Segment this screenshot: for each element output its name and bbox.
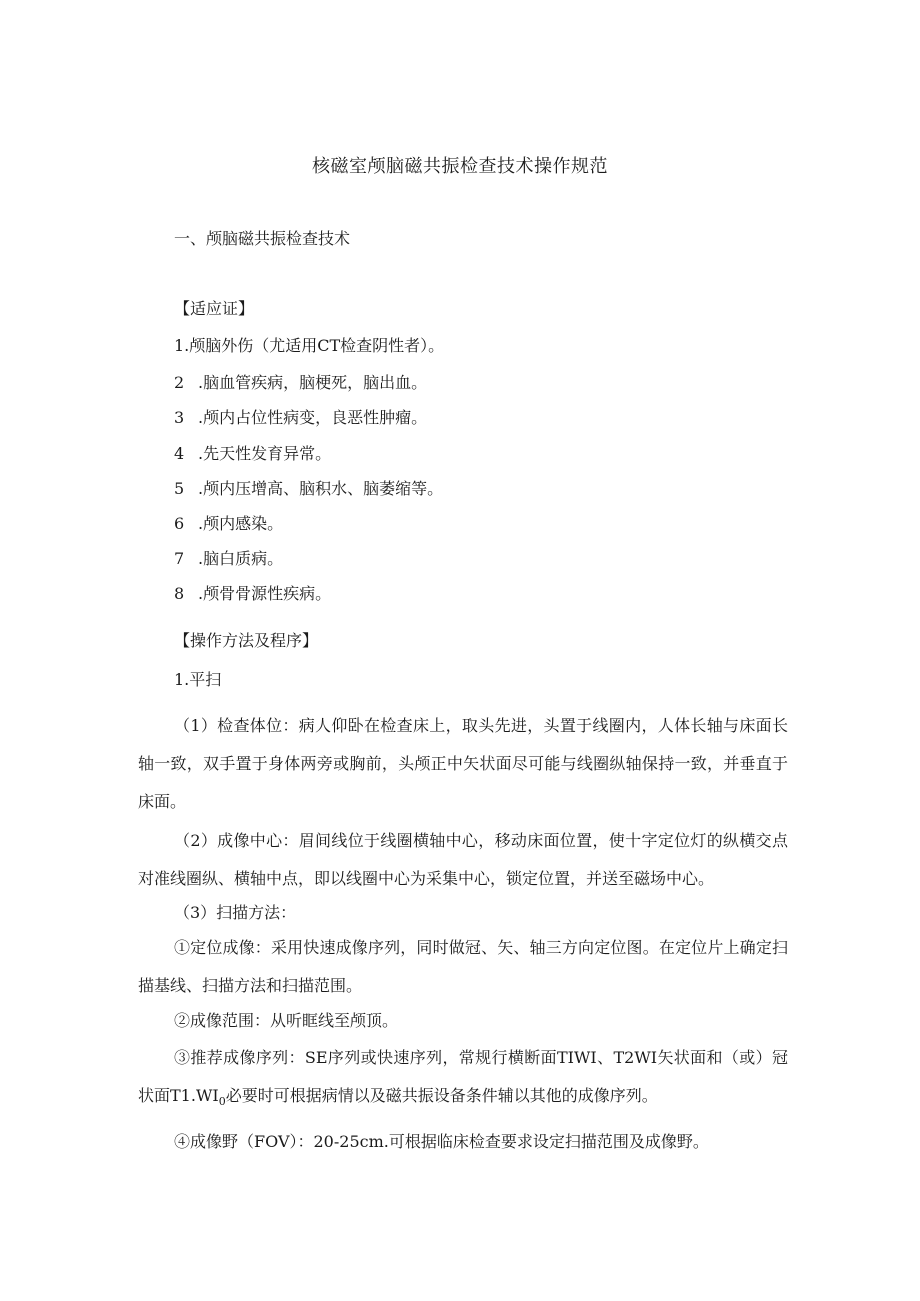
sequences-text-b: 必要时可根据病情以及磁共振设备条件辅以其他的成像序列。 xyxy=(225,1086,658,1105)
indication-item-number: 5 xyxy=(174,479,185,498)
paragraph-scan-method: （3）扫描方法： xyxy=(174,903,297,922)
paragraph-imaging-center: （2）成像中心：眉间线位于线圈横轴中心，移动床面位置，使十字定位灯的纵横交点对准线圈纵、横轴中点，即以线圈中心为采集中心，锁定位置，并送至磁场中心。 xyxy=(138,831,788,888)
indication-item-text: .颅内占位性病变，良恶性肿瘤。 xyxy=(198,408,428,427)
section-heading: 一、颅脑磁共振检查技术 xyxy=(174,229,351,248)
indication-item-text: .颅内压增高、脑积水、脑萎缩等。 xyxy=(198,479,444,498)
indication-item-number: 6 xyxy=(174,514,185,533)
paragraph-fov: ④成像野（FOV）：20-25cm.可根据临床检查要求设定扫描范围及成像野。 xyxy=(174,1132,709,1151)
paragraph-position: （1）检查体位：病人仰卧在检查床上，取头先进，头置于线圈内，人体长轴与床面长轴一致，双手置于身体两旁或胸前，头颅正中矢状面尽可能与线圈纵轴保持一致，并垂直于床面。 xyxy=(138,716,788,811)
indication-item xyxy=(174,513,283,535)
indication-item-number: 7 xyxy=(174,549,185,568)
indications-heading: 【适应证】 xyxy=(174,299,255,318)
indication-item-text: .脑白质病。 xyxy=(198,549,284,568)
indication-item xyxy=(174,583,331,605)
paragraph-localization: ①定位成像：采用快速成像序列，同时做冠、矢、轴三方向定位图。在定位片上确定扫描基线、扫描方法和扫描范围。 xyxy=(138,938,788,995)
indication-item-number: 8 xyxy=(174,584,185,603)
indication-item-text: .脑血管疾病，脑梗死，脑出血。 xyxy=(198,373,428,392)
document-title: 核磁室颅脑磁共振检查技术操作规范 xyxy=(312,156,608,177)
sequences-subscript: 0 xyxy=(218,1095,226,1109)
indication-item-number: 4 xyxy=(174,444,185,463)
indication-item xyxy=(174,443,331,465)
procedure-subheading: 1.平扫 xyxy=(174,670,222,689)
indication-item-1: 1.颅脑外伤（尤适用CT检查阴性者）。 xyxy=(174,336,445,355)
indication-item xyxy=(174,478,443,500)
indication-item-number: 3 xyxy=(174,408,185,427)
indication-item xyxy=(174,407,427,429)
indication-item-text: .先天性发育异常。 xyxy=(198,444,332,463)
indication-item xyxy=(174,548,283,570)
paragraph-imaging-range: ②成像范围：从听眶线至颅顶。 xyxy=(174,1011,399,1030)
sequences-text-a: ③推荐成像序列：SE序列或快速序列，常规行横断面TIWI、T2WI矢状面和（或）冠状面T1.WI xyxy=(138,1048,788,1105)
procedure-heading: 【操作方法及程序】 xyxy=(174,631,319,650)
paragraph-sequences xyxy=(138,1039,788,1121)
indication-item-text: .颅骨骨源性疾病。 xyxy=(198,584,332,603)
indication-item xyxy=(174,372,427,394)
indication-item-text: .颅内感染。 xyxy=(198,514,284,533)
indication-item-number: 2 xyxy=(174,373,185,392)
